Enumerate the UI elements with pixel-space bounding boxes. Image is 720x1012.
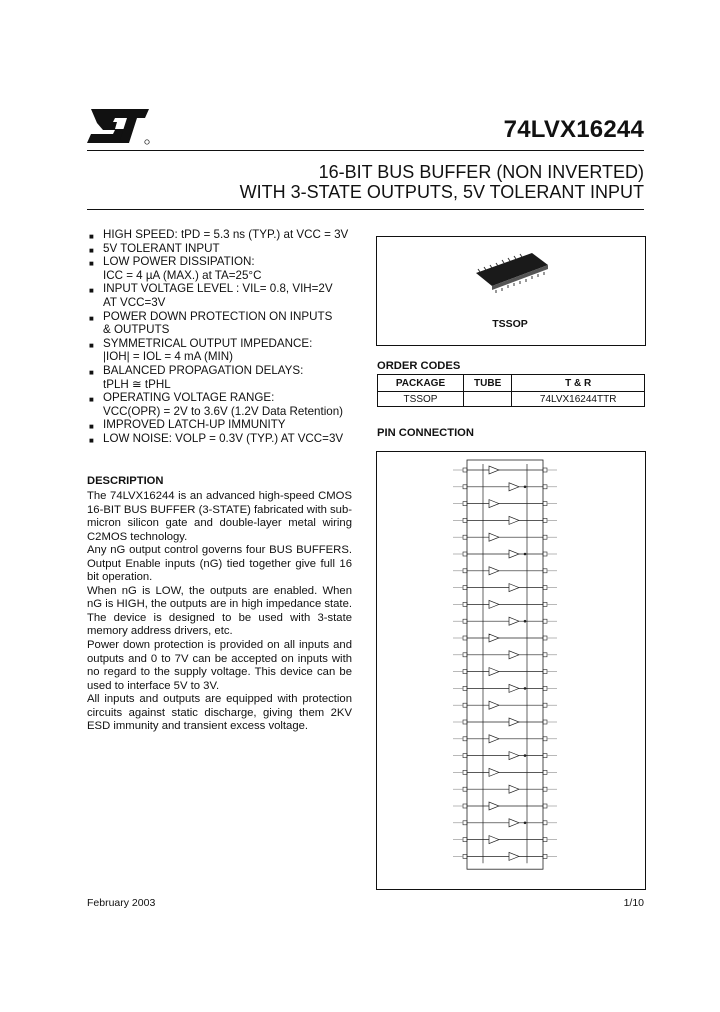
description-paragraph: The device is designed to be used with 3-state memory address drivers, etc. — [87, 611, 352, 638]
description-paragraph: When nG is LOW, the outputs are enabled. When nG is HIGH, the outputs are in high impedance state. — [87, 584, 352, 611]
table-cell: 74LVX16244TTR — [512, 392, 645, 407]
pin-pad — [463, 854, 467, 858]
footer-page-number: 1/10 — [623, 897, 644, 909]
pin-pad — [543, 838, 547, 842]
chip-body — [467, 460, 543, 869]
order-codes-table — [377, 374, 645, 407]
pin-connection-heading: PIN CONNECTION — [377, 427, 474, 439]
buffer-triangle — [489, 735, 499, 743]
pin-pad — [463, 586, 467, 590]
description-paragraph: Power down protection is provided on all inputs and outputs and 0 to 7V can be accepted on inputs with no regard to the supply voltage. This device can be used to interface 5V to 3V. — [87, 639, 352, 692]
st-logo — [85, 105, 151, 147]
pin-pad — [463, 602, 467, 606]
buffer-triangle — [509, 516, 519, 524]
column-header: TUBE — [464, 375, 512, 392]
title-line-2: WITH 3-STATE OUTPUTS, 5V TOLERANT INPUT — [239, 182, 644, 202]
pin-pad — [543, 821, 547, 825]
buffer-triangle — [509, 584, 519, 592]
header-rule — [87, 150, 644, 151]
buffer-triangle — [489, 634, 499, 642]
feature-item: ■ POWER DOWN PROTECTION ON INPUTS & OUTPUTS — [89, 309, 333, 337]
pin-pad — [543, 502, 547, 506]
feature-item: ■ LOW POWER DISSIPATION: ICC = 4 µA (MAX.) at TA=25°C — [89, 255, 262, 282]
table-cell: TSSOP — [378, 392, 464, 407]
pin-pad — [543, 485, 547, 489]
pin-pad — [463, 703, 467, 707]
buffer-triangle — [509, 718, 519, 726]
feature-item: ■ SYMMETRICAL OUTPUT IMPEDANCE: |IOH| = IOL = 4 mA (MIN) — [89, 336, 313, 364]
buffer-triangle — [509, 785, 519, 793]
junction-dot — [524, 754, 527, 757]
pin-pad — [543, 569, 547, 573]
table-row — [378, 392, 645, 407]
pin-pad — [543, 552, 547, 556]
pin-pad — [463, 552, 467, 556]
buffer-triangle — [509, 651, 519, 659]
part-number: 74LVX16244 — [503, 116, 644, 143]
order-codes-heading: ORDER CODES — [377, 360, 461, 372]
tssop-chip-image — [474, 249, 550, 293]
description-body — [87, 490, 352, 734]
pin-pad — [543, 703, 547, 707]
junction-dot — [524, 486, 527, 489]
feature-item: ■ OPERATING VOLTAGE RANGE: VCC(OPR) = 2V to 3.6V (1.2V Data Retention) — [89, 391, 344, 418]
pin-pad — [543, 602, 547, 606]
pin-pad — [463, 653, 467, 657]
buffer-triangle — [489, 701, 499, 709]
junction-dot — [524, 687, 527, 690]
pin-pad — [463, 770, 467, 774]
pin-pad — [463, 468, 467, 472]
feature-item: ■ LOW NOISE: VOLP = 0.3V (TYP.) AT VCC=3V — [89, 431, 344, 445]
pin-pad — [463, 787, 467, 791]
feature-item: ■ IMPROVED LATCH-UP IMMUNITY — [89, 418, 286, 432]
pin-pad — [543, 720, 547, 724]
pin-pad — [463, 569, 467, 573]
pin-pad — [463, 670, 467, 674]
pin-pad — [543, 754, 547, 758]
buffer-triangle — [489, 668, 499, 676]
pin-pad — [543, 686, 547, 690]
pin-pad — [463, 636, 467, 640]
pin-pad — [463, 838, 467, 842]
buffer-triangle — [509, 684, 519, 692]
pin-pad — [463, 502, 467, 506]
pin-pad — [463, 619, 467, 623]
title-rule — [87, 209, 644, 210]
pin-pad — [543, 636, 547, 640]
pin-pad — [463, 518, 467, 522]
buffer-triangle — [509, 752, 519, 760]
pin-pad — [543, 535, 547, 539]
pin-pad — [463, 737, 467, 741]
junction-dot — [524, 822, 527, 825]
description-paragraph: The 74LVX16244 is an advanced high-speed CMOS 16-BIT BUS BUFFER (3-STATE) fabricated with sub-micron silicon gate and double-layer metal wiring C2MOS technology. — [87, 490, 352, 543]
buffer-triangle — [489, 600, 499, 608]
package-label: TSSOP — [492, 318, 528, 330]
buffer-triangle — [509, 819, 519, 827]
column-header: T & R — [512, 375, 645, 392]
table-cell — [464, 392, 512, 407]
buffer-triangle — [489, 533, 499, 541]
buffer-triangle — [509, 483, 519, 491]
pin-pad — [463, 804, 467, 808]
title-line-1: 16-BIT BUS BUFFER (NON INVERTED) — [318, 162, 644, 182]
junction-dot — [524, 620, 527, 623]
buffer-triangle — [489, 768, 499, 776]
pin-pad — [463, 754, 467, 758]
pin-pad — [543, 518, 547, 522]
pin-pad — [543, 804, 547, 808]
buffer-triangle — [489, 567, 499, 575]
buffer-triangle — [489, 500, 499, 508]
buffer-triangle — [489, 836, 499, 844]
column-header: PACKAGE — [378, 375, 464, 392]
feature-item: ■ BALANCED PROPAGATION DELAYS: tPLH ≅ tPHL — [89, 363, 304, 391]
junction-dot — [524, 553, 527, 556]
description-paragraph: Any nG output control governs four BUS BUFFERS. Output Enable inputs (nG) tied together give full 16 bit operation. — [87, 544, 352, 584]
pin-pad — [543, 619, 547, 623]
feature-item: ■ 5V TOLERANT INPUT — [89, 241, 220, 255]
pin-pad — [543, 670, 547, 674]
pin-pad — [463, 485, 467, 489]
pin-pad — [543, 586, 547, 590]
pin-pad — [543, 854, 547, 858]
pin-pad — [463, 821, 467, 825]
pin-pad — [543, 787, 547, 791]
feature-list — [87, 228, 357, 446]
description-heading: DESCRIPTION — [87, 475, 164, 487]
pin-pad — [543, 737, 547, 741]
pin-pad — [463, 535, 467, 539]
pin-connection-diagram — [377, 452, 643, 887]
buffer-triangle — [489, 466, 499, 474]
feature-item: ■ HIGH SPEED: tPD = 5.3 ns (TYP.) at VCC = 3V — [89, 228, 349, 241]
table-header-row — [378, 375, 645, 392]
pin-pad — [463, 686, 467, 690]
buffer-triangle — [509, 852, 519, 860]
pin-pad — [543, 770, 547, 774]
buffer-triangle — [489, 802, 499, 810]
pin-pad — [543, 468, 547, 472]
footer-date: February 2003 — [87, 897, 156, 909]
pin-pad — [463, 720, 467, 724]
pin-pad — [543, 653, 547, 657]
buffer-triangle — [509, 550, 519, 558]
buffer-triangle — [509, 617, 519, 625]
feature-item: ■ INPUT VOLTAGE LEVEL : VIL= 0.8, VIH=2V AT VCC=3V — [89, 282, 333, 309]
description-paragraph: All inputs and outputs are equipped with protection circuits against static discharge, giving them 2KV ESD immunity and transient excess voltage. — [87, 693, 352, 733]
